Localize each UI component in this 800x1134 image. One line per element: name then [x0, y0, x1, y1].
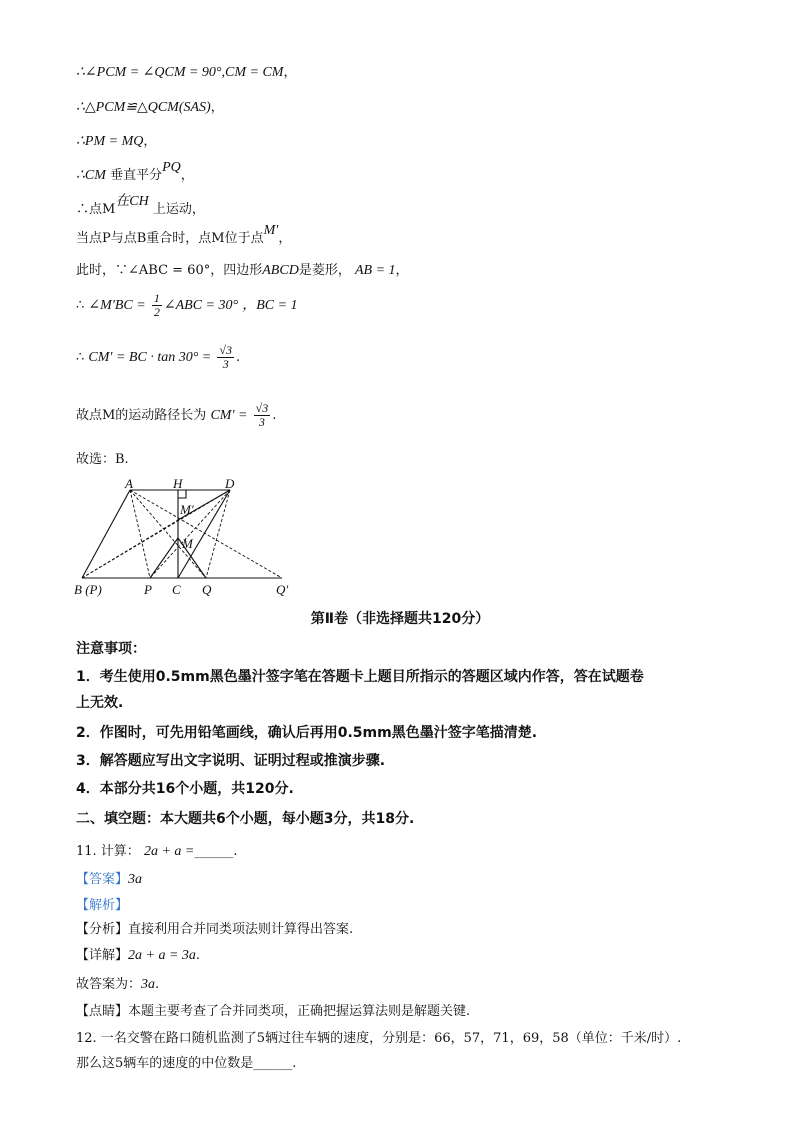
solution-line-2: ∴△PCM≌△QCM(SAS)， [76, 100, 224, 115]
q11-detail: 【详解】2a + a = 3a. [76, 948, 201, 963]
equation: ∴△PCM≌△QCM(SAS) [76, 100, 211, 115]
fraction-root3-over-3: $\frac{√3}{3}$ [255, 401, 269, 429]
label-P: P [144, 582, 152, 597]
solution-line-10: 故点M的运动路径长为 CM′ = $\frac{√3}{3}$ . [76, 401, 277, 429]
fraction-root3-over-3: $\frac{√3}{3}$ [219, 343, 232, 371]
label-M-prime: M′ [180, 502, 194, 517]
q12-line-2: 那么这5辆车的速度的中位数是______. [76, 1056, 297, 1071]
equation: ∴∠PCM = ∠QCM = 90°,CM = CM [76, 65, 284, 80]
notice-title: 注意事项： [76, 641, 146, 657]
solution-line-6: 当点P与点B重合时，点M位于点M′， [76, 223, 292, 246]
label-H: H [173, 476, 183, 491]
solution-line-7: 此时，∵∠ABC = 60°，四边形ABCD是菱形， AB = 1， [76, 263, 409, 278]
q11-fenxi: 【分析】直接利用合并同类项法则计算得出答案. [76, 922, 354, 937]
q12-line-1: 12. 一名交警在路口随机监测了5辆过往车辆的速度，分别是：66，57，71，69，58（单位：千米/时）. [76, 1031, 682, 1046]
label-A: A [125, 476, 133, 491]
solution-line-11: 故选：B. [76, 452, 129, 467]
note-3: 3．解答题应写出文字说明、证明过程或推演步骤. [76, 753, 386, 769]
q11-comment: 【点睛】本题主要考查了合并同类项，正确把握运算法则是解题关键. [76, 1004, 471, 1019]
note-1: 1．考生使用0.5mm黑色墨汁签字笔在答题卡上题目所指示的答题区域内作答，答在试题卷 [76, 669, 644, 685]
section-title: 第Ⅱ卷（非选择题共120分） [310, 611, 490, 627]
label-M: M [182, 536, 193, 551]
label-B-P: B (P) [74, 582, 102, 597]
label-Q: Q [202, 582, 212, 597]
label-C: C [172, 582, 181, 597]
solution-line-4: ∴CM 垂直平分PQ， [76, 160, 194, 183]
note-2: 2．作图时，可先用铅笔画线，确认后再用0.5mm黑色墨汁签字笔描清楚. [76, 725, 538, 741]
q11-analysis-tag: 【解析】 [76, 898, 129, 913]
fraction-one-half: $\frac{1}{2}$ [153, 291, 160, 319]
label-Q-prime: Q′ [276, 582, 289, 597]
rhombus-figure [70, 476, 300, 600]
solution-line-1: ∴∠PCM = ∠QCM = 90°,CM = CM， [76, 65, 297, 80]
solution-line-3: ∴PM = MQ， [76, 134, 157, 149]
note-1-cont: 上无效. [76, 695, 124, 711]
label-D: D [225, 476, 235, 491]
solution-line-8: ∴ ∠M′BC = $\frac{1}{2}$ ∠ABC = 30° ，BC = 1 [76, 291, 298, 319]
equation: ∴PM = MQ [76, 134, 144, 149]
q11-answer: 【答案】3a [76, 872, 143, 887]
q11-final: 故答案为：3a. [76, 977, 160, 992]
solution-line-9: ∴ CM′ = BC · tan 30° = $\frac{√3}{3}$ . [76, 343, 241, 371]
solution-line-5: ∴点M在CH 上运动， [76, 194, 205, 217]
fill-section-title: 二、填空题：本大题共6个小题，每小题3分，共18分. [76, 811, 415, 827]
q11-stem: 11. 计算： 2a + a =______. [76, 844, 238, 859]
note-4: 4．本部分共16个小题，共120分. [76, 781, 294, 797]
